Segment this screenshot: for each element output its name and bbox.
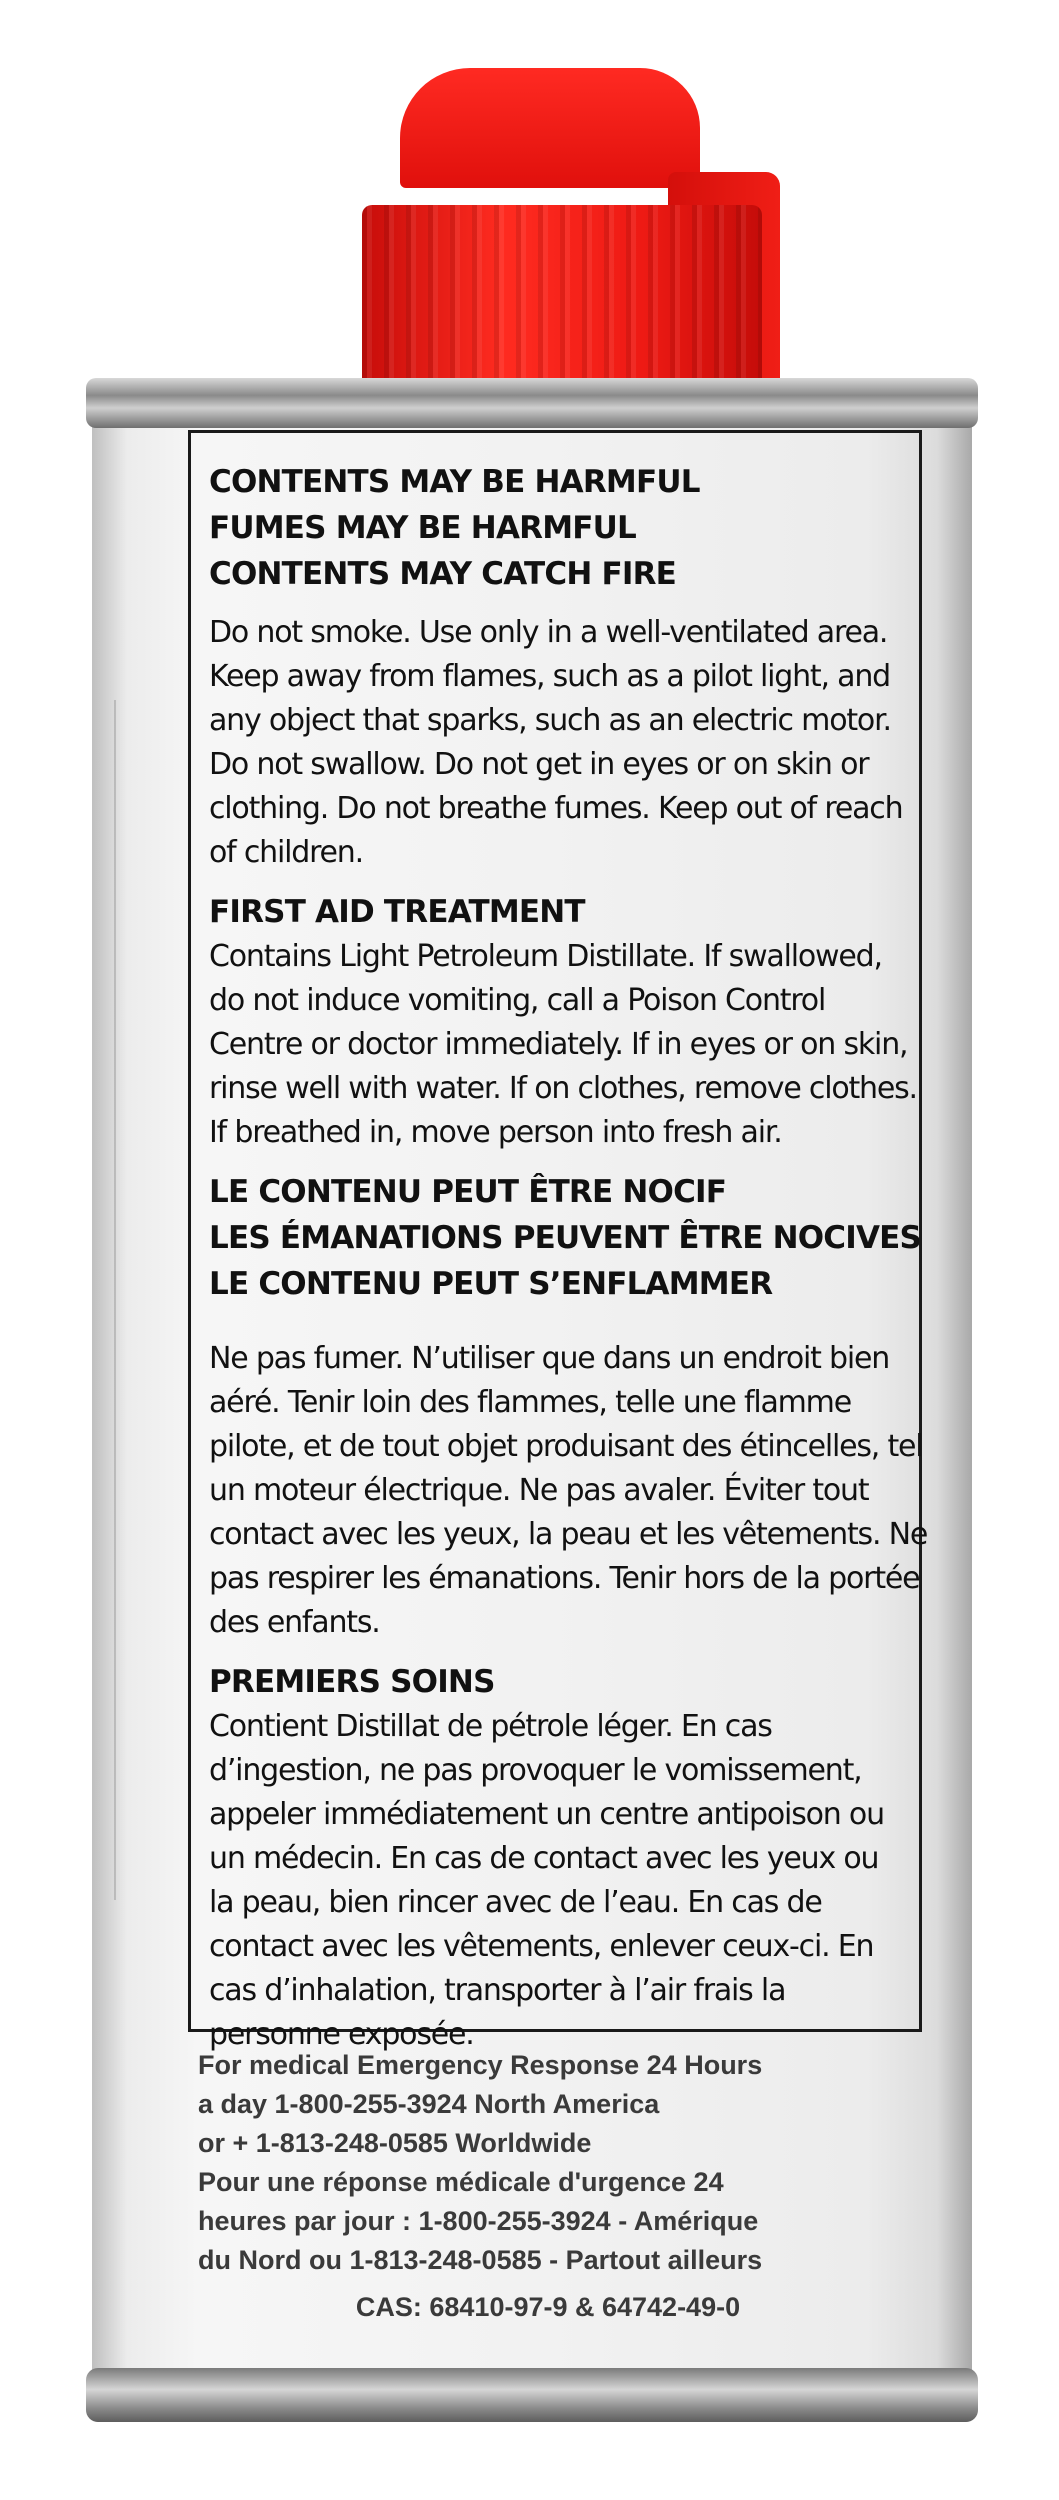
can-left-edge (96, 700, 116, 1900)
text-line: Contient Distillat de pétrole léger. En cas (209, 1709, 772, 1744)
text-line: rinse well with water. If on clothes, remove clothes. (209, 1071, 917, 1106)
text-line: Ne pas fumer. N’utiliser que dans un endroit bien (209, 1341, 890, 1376)
first-aid-title: FIRST AID TREATMENT (209, 894, 585, 930)
text-line: des enfants. (209, 1605, 380, 1640)
text-line: do not induce vomiting, call a Poison Control (209, 983, 826, 1018)
text-line: personne exposée. (209, 2017, 474, 2052)
text-line: d’ingestion, ne pas provoquer le vomissement, (209, 1753, 862, 1788)
heading-line: CONTENTS MAY CATCH FIRE (209, 556, 677, 592)
text-line: un médecin. En cas de contact avec les yeux ou (209, 1841, 879, 1876)
heading-line: FUMES MAY BE HARMFUL (209, 510, 636, 546)
footer-line: Pour une réponse médicale d'urgence 24 (198, 2167, 724, 2197)
text-line: cas d’inhalation, transporter à l’air frais la (209, 1973, 786, 2008)
text-line: contact avec les yeux, la peau et les vêtements. Ne (209, 1517, 928, 1552)
french-warning-heading (209, 1169, 922, 1307)
text-line: clothing. Do not breathe fumes. Keep out of reach (209, 791, 903, 826)
can-top-rim (86, 378, 978, 428)
footer-line: For medical Emergency Response 24 Hours (198, 2050, 763, 2080)
french-first-aid-title: PREMIERS SOINS (209, 1664, 495, 1700)
heading-line: LES ÉMANATIONS PEUVENT ÊTRE NOCIVES (209, 1220, 922, 1256)
cas-numbers: CAS: 68410-97-9 & 64742-49-0 (355, 2292, 741, 2322)
heading-line: LE CONTENU PEUT ÊTRE NOCIF (209, 1174, 727, 1210)
warning-label-box (188, 430, 928, 2052)
footer-line: heures par jour : 1-800-255-3924 - Amérique (198, 2206, 759, 2236)
cap-top (400, 68, 700, 188)
text-line: Centre or doctor immediately. If in eyes or on skin, (209, 1027, 908, 1062)
text-line: appeler immédiatement un centre antipoison ou (209, 1797, 884, 1832)
text-line: If breathed in, move person into fresh air. (209, 1115, 782, 1150)
text-line: pas respirer les émanations. Tenir hors de la portée (209, 1561, 920, 1596)
text-line: any object that sparks, such as an electric motor. (209, 703, 891, 738)
text-line: Do not swallow. Do not get in eyes or on skin or (209, 747, 869, 782)
text-line: Keep away from flames, such as a pilot light, and (209, 659, 891, 694)
heading-line: CONTENTS MAY BE HARMFUL (209, 464, 700, 500)
text-line: Contains Light Petroleum Distillate. If swallowed, (209, 939, 882, 974)
warning-heading (209, 459, 919, 597)
emergency-contact-info (198, 2046, 898, 2280)
heading-line: LE CONTENU PEUT S’ENFLAMMER (209, 1266, 773, 1302)
first-aid-text (209, 935, 919, 1155)
footer-line: or + 1-813-248-0585 Worldwide (198, 2128, 592, 2158)
text-line: aéré. Tenir loin des flammes, telle une flamme (209, 1385, 851, 1420)
footer-line: a day 1-800-255-3924 North America (198, 2089, 660, 2119)
french-first-aid-text (209, 1705, 919, 2057)
text-line: of children. (209, 835, 363, 870)
footer-line: du Nord ou 1-813-248-0585 - Partout ailleurs (198, 2245, 763, 2275)
text-line: contact avec les vêtements, enlever ceux-ci. En (209, 1929, 874, 1964)
text-line: un moteur électrique. Ne pas avaler. Éviter tout (209, 1473, 869, 1508)
can-bottom-rim (86, 2368, 978, 2422)
text-line: la peau, bien rincer avec de l’eau. En cas de (209, 1885, 822, 1920)
safety-instructions (209, 611, 919, 875)
text-line: pilote, et de tout objet produisant des étincelles, tel (209, 1429, 923, 1464)
text-line: Do not smoke. Use only in a well-ventilated area. (209, 615, 888, 650)
french-safety-instructions (209, 1337, 928, 1645)
cap-ribbed-collar (362, 205, 762, 380)
